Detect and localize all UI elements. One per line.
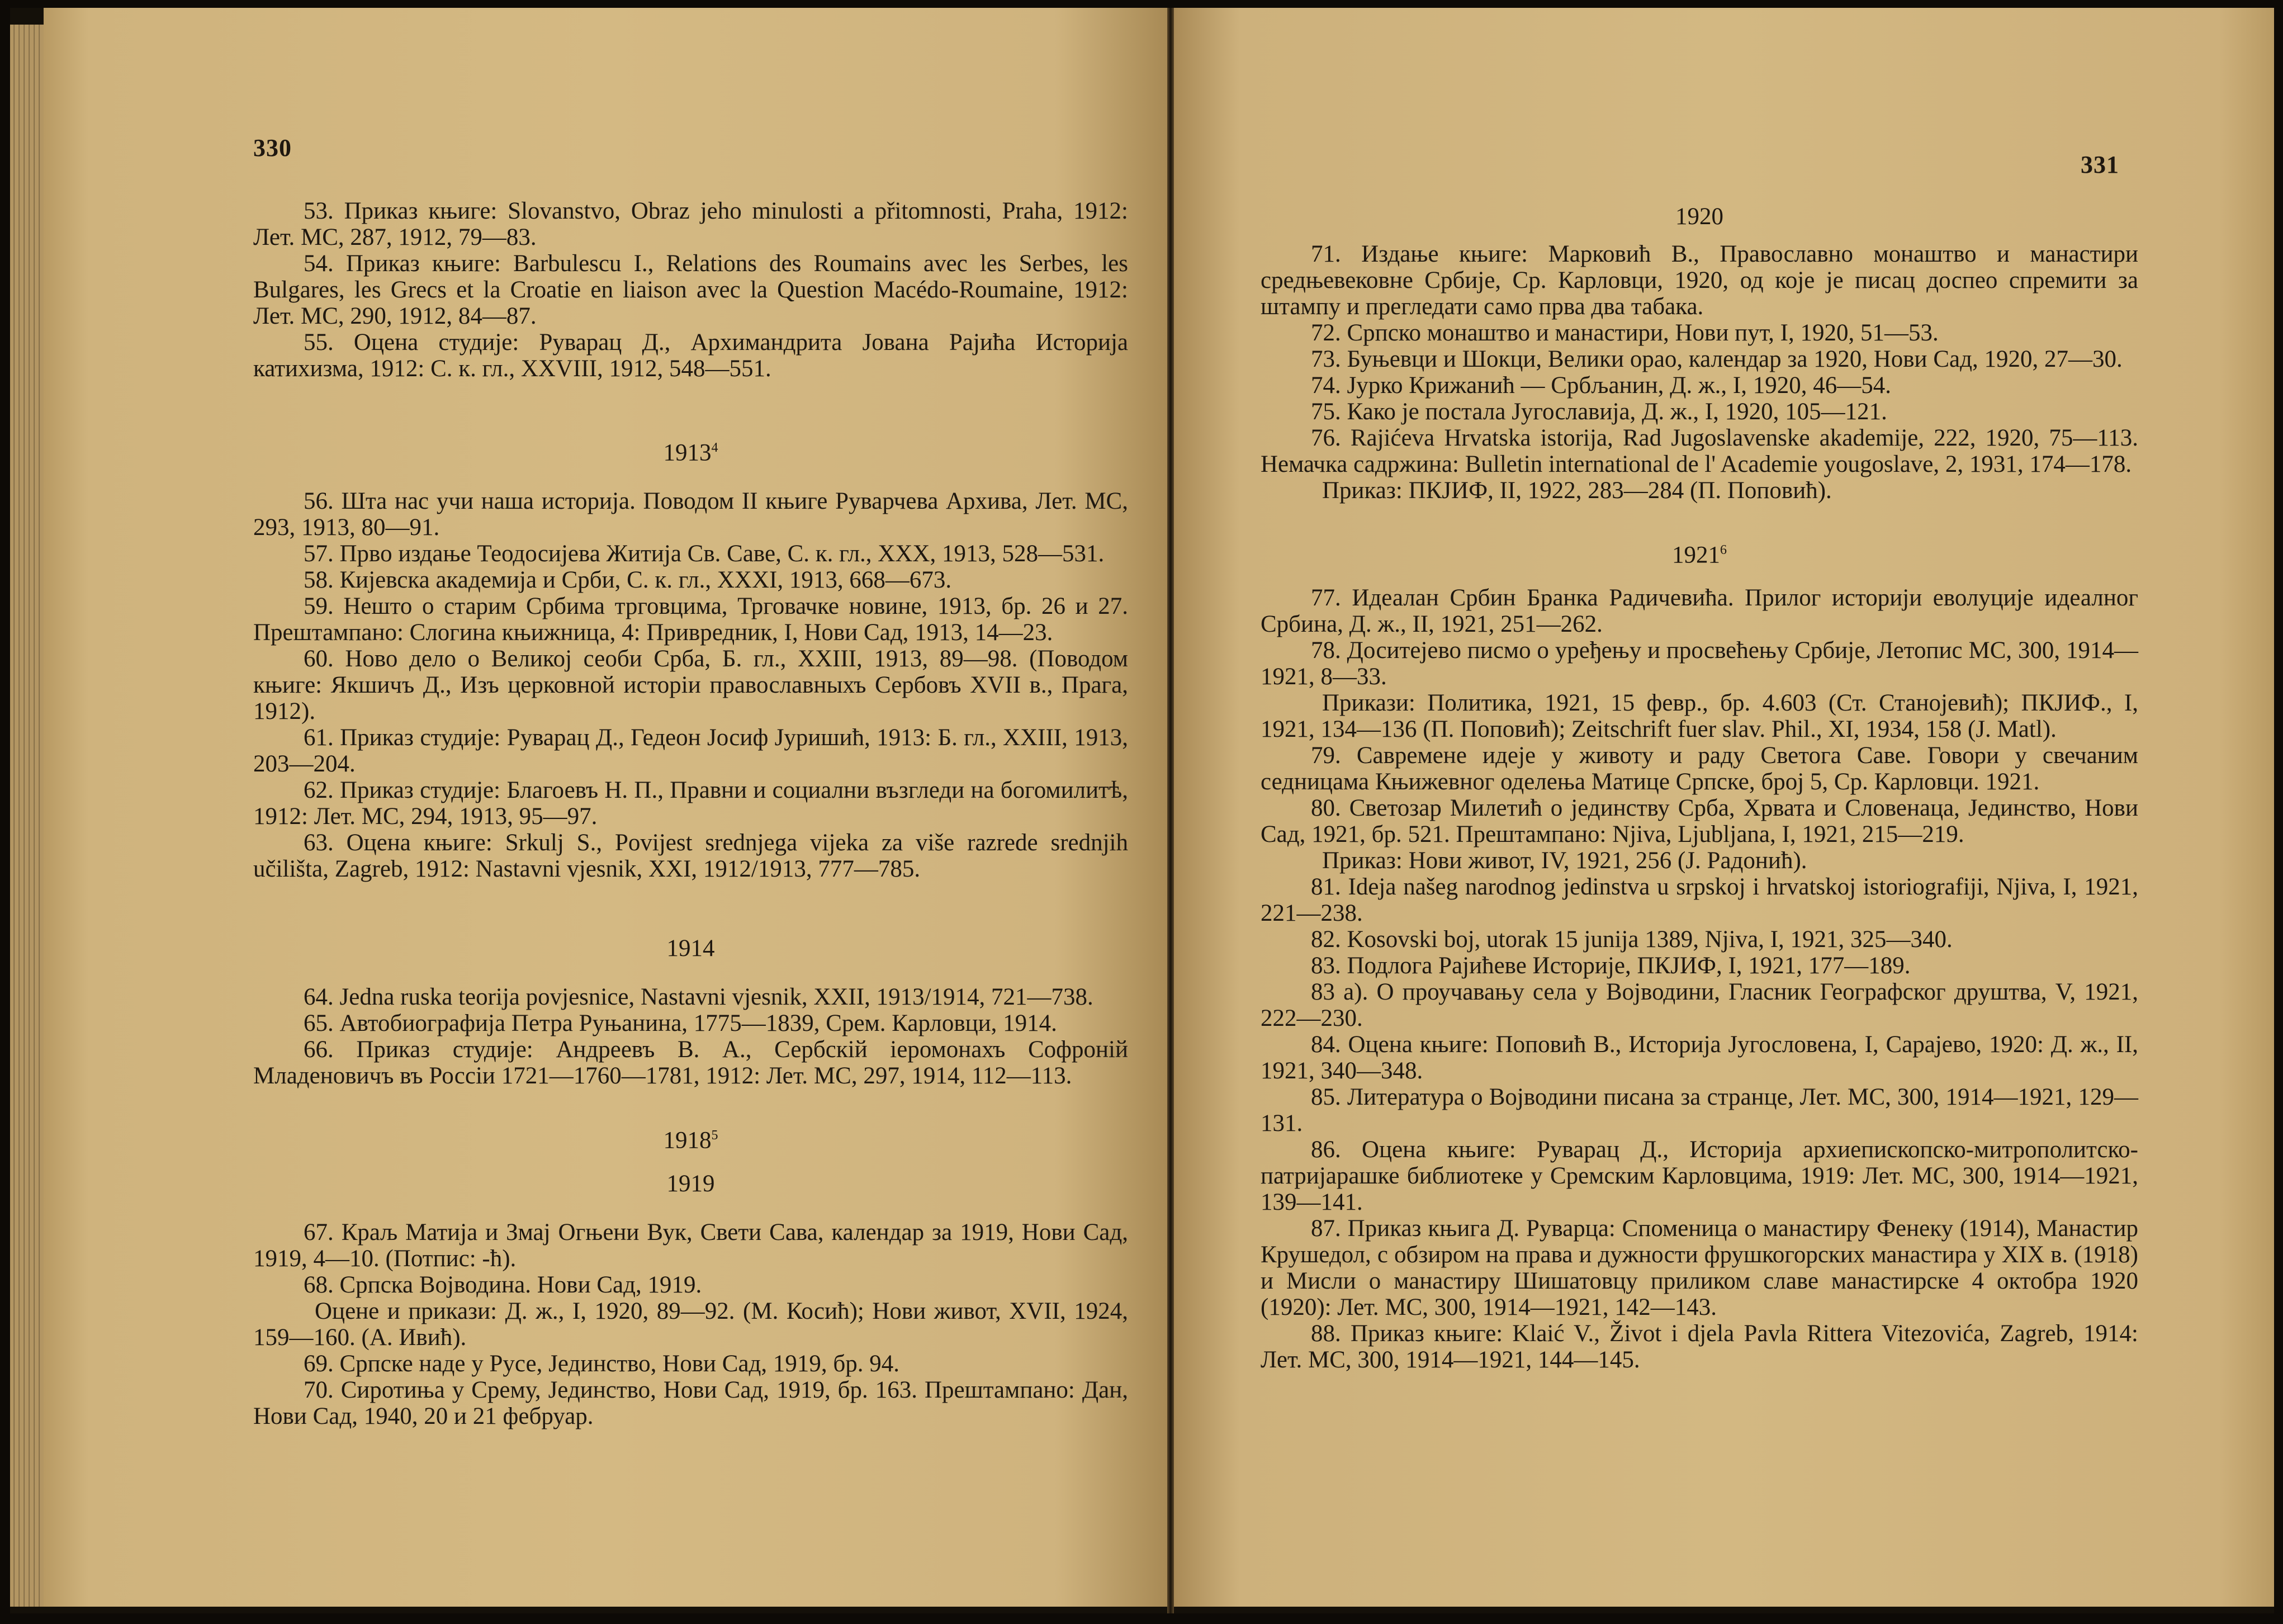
entry-81: 81. Ideja našeg narodnog jedinstva u srpskoj i hrvatskoj istoriografiji, Njiva, I, 1921, 221—238.: [1261, 874, 2138, 927]
page-number-left: 330: [253, 134, 292, 162]
book-gutter: [1167, 8, 1174, 1613]
footnote-mark: 4: [711, 441, 718, 455]
year-heading-1920: 1920: [1675, 203, 1723, 230]
entry-68: 68. Српска Војводина. Нови Сад, 1919.: [304, 1271, 702, 1298]
entry-59: 59. Нешто о старим Србима трговцима, Трговачке новине, 1913, бр. 26 и 27. Прештампано: Слогина књижница, 4: Привредник, I, Нови Сад, 1913, 14—23.: [253, 593, 1128, 646]
right-page-text: [1261, 203, 2138, 1373]
entry-88: 88. Приказ књиге: Klaić V., Život i djela Pavla Rittera Vitezovića, Zagreb, 1914: Лет. МС, 300, 1914—1921, 144—145.: [1261, 1320, 2138, 1374]
entry-56: 56. Шта нас учи наша историја. Поводом II књиге Руварчева Архива, Лет. МС, 293, 1913, 80—91.: [253, 488, 1128, 541]
entry-64: 64. Jedna ruska teorija povjesnice, Nastavni vjesnik, XXII, 1913/1914, 721—738.: [304, 984, 1093, 1011]
entry-53: 53. Приказ књиге: Slovanstvo, Obraz jeho minulosti a přitomnosti, Praha, 1912: Лет. МС, 287, 1912, 79—83.: [253, 198, 1128, 250]
entry-69: 69. Српске наде у Русе, Јединство, Нови Сад, 1919, бр. 94.: [304, 1350, 900, 1377]
entry-83a: 83 а). О проучавању села у Војводини, Гласник Географског друштва, V, 1921, 222—230.: [1261, 979, 2138, 1032]
left-page: [44, 8, 1167, 1607]
footnote-mark: 5: [711, 1128, 718, 1143]
entry-65: 65. Автобиографија Петра Руњанина, 1775—1839, Срем. Карловци, 1914.: [304, 1010, 1057, 1037]
entry-58: 58. Кијевска академија и Срби, С. к. гл., XXXI, 1913, 668—673.: [304, 567, 952, 594]
entry-67: 67. Краљ Матија и Змај Огњени Вук, Свети Сава, календар за 1919, Нови Сад, 1919, 4—10. (Потпис: -ћ).: [253, 1219, 1128, 1272]
entry-68-reviews: Оцене и прикази: Д. ж., I, 1920, 89—92. (М. Косић); Нови живот, XVII, 1924, 159—160. (А. Ивић).: [253, 1298, 1128, 1351]
entry-82: 82. Kosovski boj, utorak 15 junija 1389, Njiva, I, 1921, 325—340.: [1311, 926, 1953, 953]
left-page-text: [253, 198, 1128, 1429]
entry-57: 57. Прво издање Теодосијева Житија Св. Саве, С. к. гл., XXX, 1913, 528—531.: [304, 541, 1105, 567]
entry-55: 55. Оцена студије: Руварац Д., Архимандрита Јована Рајића Историја катихизма, 1912: С. к. гл., XXVIII, 1912, 548—551.: [253, 329, 1128, 382]
entry-61: 61. Приказ студије: Руварац Д., Гедеон Јосиф Јуришић, 1913: Б. гл., XXIII, 1913, 203—204.: [253, 725, 1128, 778]
entry-86: 86. Оцена књиге: Руварац Д., Историја архиепископско-митрополитско-патријарашке библиотеке у Сремским Карловцима, 1919: Лет. МС, 300, 1914—1921, 139—141.: [1261, 1137, 2138, 1216]
entry-75: 75. Како је постала Југославија, Д. ж., I, 1920, 105—121.: [1311, 399, 1887, 425]
right-page: [1174, 8, 2274, 1607]
entry-73: 73. Буњевци и Шокци, Велики орао, календар за 1920, Нови Сад, 1920, 27—30.: [1311, 346, 2123, 372]
book-spread: [10, 8, 2274, 1613]
entry-78-reviews: Прикази: Политика, 1921, 15 февр., бр. 4.603 (Ст. Станојевић); ПКЈИФ., I, 1921, 134—136 (П. Поповић); Zeitschrift fuer slav. Phil., XI, 1934, 158 (J. Matl).: [1261, 690, 2138, 743]
entry-70: 70. Сиротиња у Срему, Јединство, Нови Сад, 1919, бр. 163. Прештампано: Дан, Нови Сад, 1940, 20 и 21 фебруар.: [253, 1376, 1128, 1429]
entry-71: 71. Издање књиге: Марковић В., Православно монаштво и манастири средњевековне Србије, Ср. Карловци, 1920, од које је писац доспео спремити за штампу и прегледати само прва два табака.: [1261, 241, 2138, 320]
entry-54: 54. Приказ књиге: Barbulescu I., Relations des Roumains avec les Serbes, les Bulgares, les Grecs et la Croatie en liaison avec la Question Macédo-Roumaine, 1912: Лет. МС, 290, 1912, 84—87.: [253, 250, 1128, 329]
entry-84: 84. Оцена књиге: Поповић В., Историја Југословена, I, Сарајево, 1920: Д. ж., II, 1921, 340—348.: [1261, 1031, 2138, 1085]
entry-62: 62. Приказ студије: Благоевъ Н. П., Правни и социални възгледи на богомилитѣ, 1912: Лет. МС, 294, 1913, 95—97.: [253, 777, 1128, 830]
entry-76-review: Приказ: ПКЈИФ, II, 1922, 283—284 (П. Поповић).: [1322, 477, 1832, 504]
entry-77: 77. Идеалан Србин Бранка Радичевића. Прилог историји еволуције идеалног Србина, Д. ж., II, 1921, 251—262.: [1261, 585, 2138, 638]
entry-63: 63. Оцена књиге: Srkulj S., Povijest srednjega vijeka za više razrede srednjih učilišta, Zagreb, 1912: Nastavni vjesnik, XXI, 1912/1913, 777—785.: [253, 830, 1128, 883]
entry-80: 80. Светозар Милетић о јединству Срба, Хрвата и Словенаца, Јединство, Нови Сад, 1921, бр. 521. Прештампано: Njiva, Ljubljana, I, 1921, 215—219.: [1261, 795, 2138, 848]
footnote-mark: 6: [1720, 543, 1727, 557]
year-heading-1914: 1914: [666, 935, 715, 962]
entry-76: 76. Rajićeva Hrvatska istorija, Rad Jugoslavenske akademije, 222, 1920, 75—113. Немачка садржина: Bulletin international de l' Academie yougoslave, 2, 1931, 174—178.: [1261, 425, 2138, 477]
entry-72: 72. Српско монаштво и манастири, Нови пут, I, 1920, 51—53.: [1311, 320, 1939, 346]
page-stack-edge: [10, 25, 44, 1607]
year-heading-1918: 1918$^5$: [663, 1127, 718, 1154]
entry-83: 83. Подлога Рајићеве Историје, ПКЈИФ, I, 1921, 177—189.: [1311, 953, 1911, 979]
entry-74: 74. Јурко Крижанић — Србљанин, Д. ж., I, 1920, 46—54.: [1311, 372, 1892, 399]
year-heading-1921: 1921$^6$: [1672, 542, 1727, 569]
entry-80-review: Приказ: Нови живот, IV, 1921, 256 (Ј. Радонић).: [1322, 847, 1807, 874]
year-heading-1913: 1913$^4$: [663, 439, 718, 466]
entry-60: 60. Ново дело о Великој сеоби Срба, Б. гл., XXIII, 1913, 89—98. (Поводом књиге: Якшичъ Д., Изъ церковной исторіи православныхъ Сербовъ XVII в., Прага, 1912).: [253, 646, 1128, 725]
entry-79: 79. Савремене идеје у животу и раду Светога Саве. Говори у свечаним седницама Књижевног оделења Матице Српске, број 5, Ср. Карловци. 1921.: [1261, 742, 2138, 796]
page-number-right: 331: [2081, 151, 2119, 178]
entry-66: 66. Приказ студије: Андреевъ В. А., Сербскій іеромонахъ Софроній Младеновичъ въ Россіи 1721—1760—1781, 1912: Лет. МС, 297, 1914, 112—113.: [253, 1036, 1128, 1090]
entry-87: 87. Приказ књига Д. Руварца: Споменица о манастиру Фенеку (1914), Манастир Крушедол, с обзиром на права и дужности фрушкогорских манастира у XIX в. (1918) и Мисли о манастиру Шишатовцу приликом славе манастирске 4 октобра 1920 (1920): Лет. МС, 300, 1914—1921, 142—143.: [1261, 1215, 2138, 1321]
year-heading-1919: 1919: [666, 1170, 715, 1197]
entry-85: 85. Литература о Војводини писана за странце, Лет. МС, 300, 1914—1921, 129—131.: [1261, 1084, 2138, 1137]
entry-78: 78. Доситејево писмо о уређењу и просвећењу Србије, Летопис МС, 300, 1914—1921, 8—33.: [1261, 637, 2138, 690]
